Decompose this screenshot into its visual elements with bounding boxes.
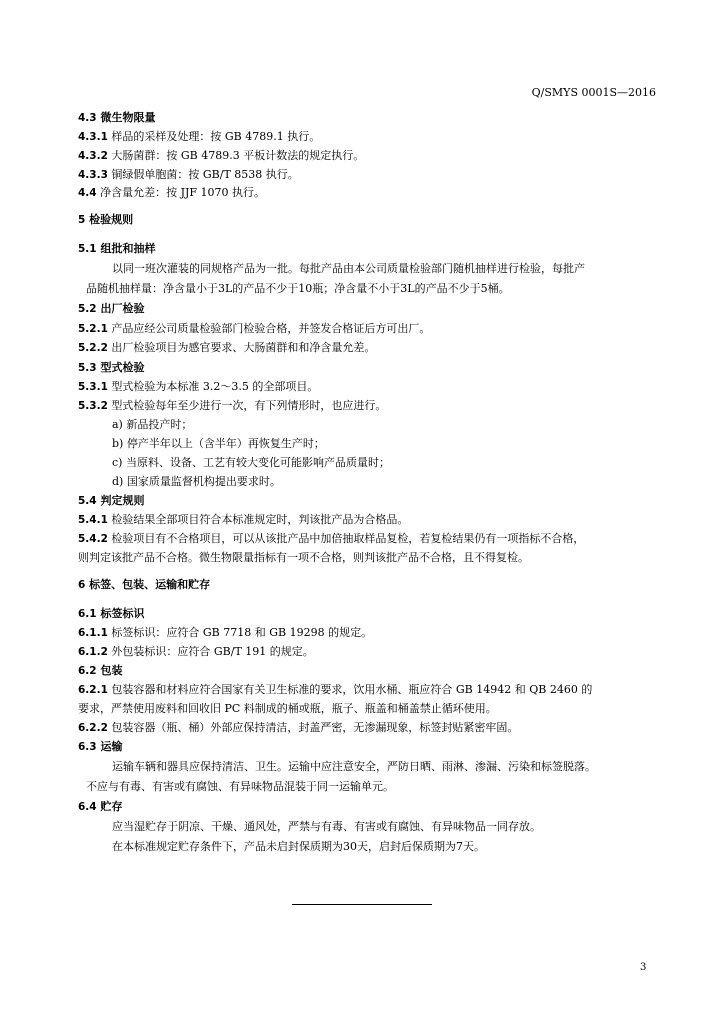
end-of-document-rule (292, 904, 432, 905)
section-6-1-2: 6.1.2 外包装标识：应符合 GB/T 191 的规定。 (78, 645, 314, 658)
list-item: b) 停产半年以上（含半年）再恢复生产时； (112, 437, 325, 450)
section-5-3: 5.3 型式检验 (78, 361, 145, 374)
section-6-2-2: 6.2.2 包装容器（瓶、桶）外部应保持清洁，封盖严密，无渗漏现象，标签封贴紧密牢固。 (78, 721, 519, 734)
section-5-2-1: 5.2.1 产品应经公司质量检验部门检验合格，并签发合格证后方可出厂。 (78, 322, 431, 335)
document-code: Q/SMYS 0001S—2016 (531, 86, 656, 99)
section-6-3: 6.3 运输 (78, 740, 123, 753)
section-5-2-2: 5.2.2 出厂检验项目为感官要求、大肠菌群和和净含量允差。 (78, 341, 376, 354)
section-5-1: 5.1 组批和抽样 (78, 242, 156, 255)
section-6-2-1: 6.2.1 包装容器和材料应符合国家有关卫生标准的要求，饮用水桶、瓶应符合 GB 14942 和 QB 2460 的 (78, 683, 593, 696)
section-4-4: 4.4 净含量允差：按 JJF 1070 执行。 (78, 186, 266, 199)
section-6-2: 6.2 包装 (78, 664, 123, 677)
paragraph-line: 不应与有毒、有害或有腐蚀、有异味物品混装于同一运输单元。 (86, 780, 394, 793)
list-item: d) 国家质量监督机构提出要求时。 (112, 475, 281, 488)
section-4-3-2: 4.3.2 大肠菌群：按 GB 4789.3 平板计数法的规定执行。 (78, 149, 365, 162)
section-5-3-2: 5.3.2 型式检验每年至少进行一次，有下列情形时，也应进行。 (78, 399, 387, 412)
list-item: c) 当原料、设备、工艺有较大变化可能影响产品质量时； (112, 456, 390, 469)
section-5-4-2: 5.4.2 检验项目有不合格项目，可以从该批产品中加倍抽取样品复检，若复检结果仍有一项指标不合格， (78, 532, 585, 545)
section-6-1: 6.1 标签标识 (78, 607, 145, 620)
section-5-2: 5.2 出厂检验 (78, 302, 145, 315)
paragraph-line: 品随机抽样量：净含量小于3L的产品不少于10瓶；净含量不小于3L的产品不少于5桶。 (86, 282, 510, 295)
section-5-3-1: 5.3.1 型式检验为本标准 3.2～3.5 的全部项目。 (78, 380, 319, 393)
section-4-3: 4.3 微生物限量 (78, 111, 156, 124)
chapter-6-heading: 6 标签、包装、运输和贮存 (78, 578, 211, 591)
section-6-1-1: 6.1.1 标签标识：应符合 GB 7718 和 GB 19298 的规定。 (78, 626, 373, 639)
section-4-3-1: 4.3.1 样品的采样及处理：按 GB 4789.1 执行。 (78, 130, 321, 143)
chapter-5-heading: 5 检验规则 (78, 213, 134, 226)
paragraph-line: 则判定该批产品不合格。微生物限量指标有一项不合格，则判该批产品不合格，且不得复检。 (78, 551, 529, 564)
section-5-4: 5.4 判定规则 (78, 494, 145, 507)
list-item: a) 新品投产时； (112, 418, 193, 431)
paragraph-line: 运输车辆和器具应保持清洁、卫生。运输中应注意安全，严防日晒、雨淋、渗漏、污染和标签脱落。 (112, 760, 596, 773)
section-4-3-3: 4.3.3 铜绿假单胞菌：按 GB/T 8538 执行。 (78, 168, 299, 181)
paragraph-line: 以同一班次灌装的同规格产品为一批。每批产品由本公司质量检验部门随机抽样进行检验，每批产 (112, 262, 585, 275)
page-number: 3 (640, 962, 647, 973)
section-6-4: 6.4 贮存 (78, 800, 123, 813)
paragraph-line: 要求，严禁使用废料和回收旧 PC 料制成的桶或瓶，瓶子、瓶盖和桶盖禁止循环使用。 (78, 702, 497, 715)
paragraph-line: 应当湿贮存于阴凉、干燥、通风处，严禁与有毒、有害或有腐蚀、有异味物品一同存放。 (112, 820, 541, 833)
section-5-4-1: 5.4.1 检验结果全部项目符合本标准规定时，判该批产品为合格品。 (78, 513, 409, 526)
paragraph-line: 在本标准规定贮存条件下，产品未启封保质期为30天，启封后保质期为7天。 (112, 840, 485, 853)
